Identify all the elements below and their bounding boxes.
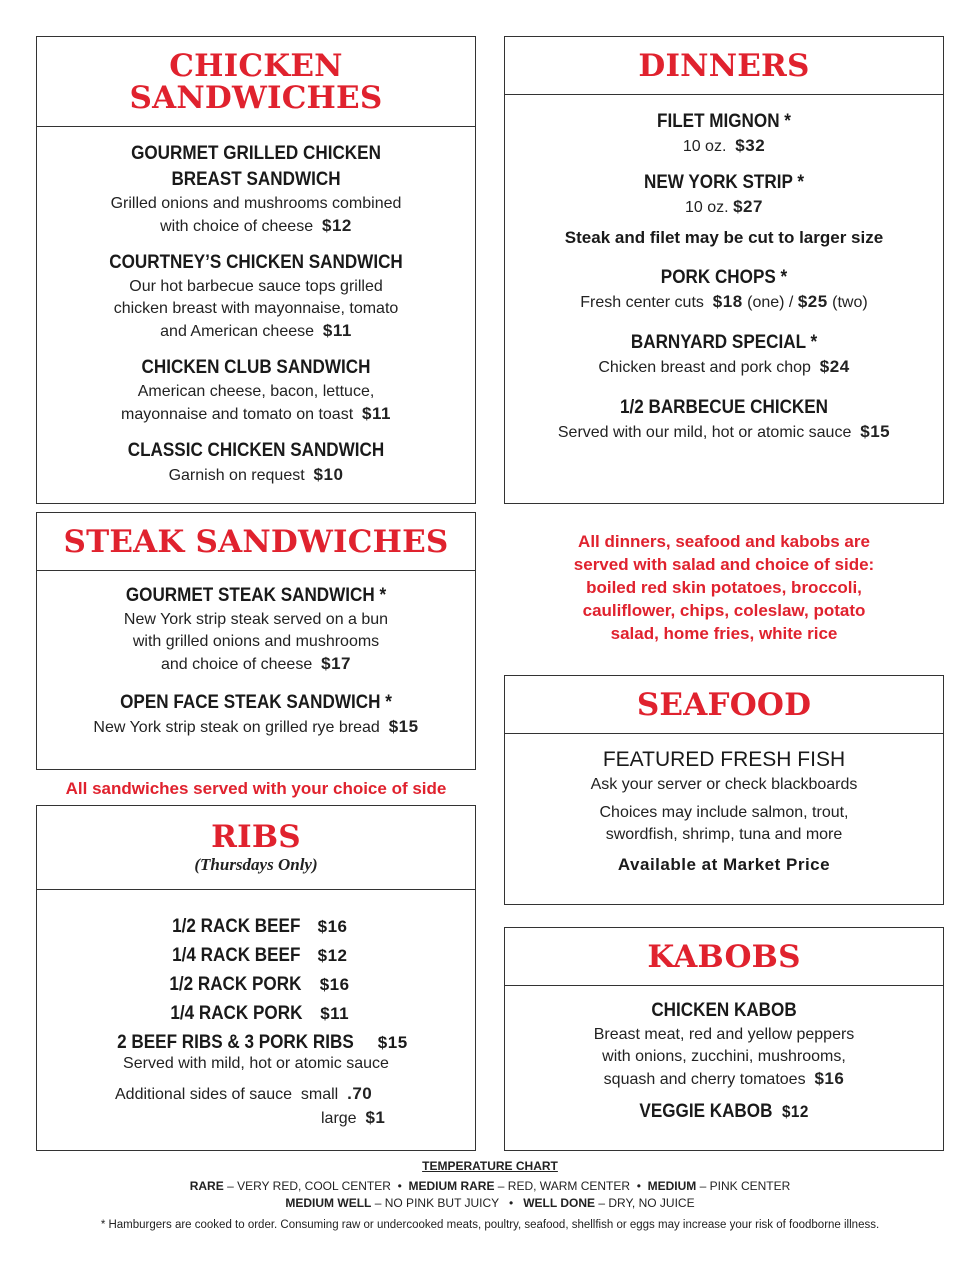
menu-item <box>37 250 475 343</box>
sides-line: salad, home fries, white rice <box>610 624 838 643</box>
item-description: Chicken breast and pork chop <box>598 359 811 376</box>
item-name: CHICKEN CLUB SANDWICH <box>141 357 371 378</box>
dinners-header <box>505 37 943 95</box>
item-description: Breast meat, red and yellow peppers <box>593 1026 855 1043</box>
item-description: chicken breast with mayonnaise, tomato <box>113 300 399 317</box>
item-name: 2 BEEF RIBS & 3 PORK RIBS <box>117 1032 355 1053</box>
item-description: New York strip steak served on a bun <box>123 611 389 628</box>
item-name: 1/4 RACK PORK <box>170 1003 303 1024</box>
kabobs-title: KABOBS <box>647 938 801 975</box>
dinners-section <box>504 36 944 504</box>
temperature-line-1 <box>0 1179 980 1193</box>
item-price: $24 <box>819 357 850 376</box>
menu-item <box>37 141 475 238</box>
item-description: Grilled onions and mushrooms combined <box>110 195 402 212</box>
temp-rare-desc: – VERY RED, COOL CENTER <box>227 1179 391 1193</box>
chicken-title-line1: CHICKEN <box>169 47 343 84</box>
menu-item <box>505 265 943 314</box>
menu-item <box>37 438 475 487</box>
menu-item <box>505 170 943 219</box>
item-price: $25 <box>797 292 828 311</box>
item-name: NEW YORK STRIP * <box>644 172 804 193</box>
large-price: $1 <box>365 1108 386 1127</box>
kabobs-header <box>505 928 943 986</box>
item-price: $11 <box>322 321 352 340</box>
item-name: GOURMET STEAK SANDWICH * <box>125 585 387 606</box>
item-description: Garnish on request <box>168 467 305 484</box>
chicken-sandwiches-header <box>37 37 475 127</box>
item-description: Fresh center cuts <box>580 294 704 311</box>
item-description: and American cheese <box>160 323 315 340</box>
item-price: $12 <box>781 1102 809 1121</box>
menu-item <box>37 690 475 739</box>
menu-item <box>505 395 943 444</box>
item-description: mayonnaise and tomato on toast <box>121 406 354 423</box>
menu-item <box>505 330 943 379</box>
small-price: .70 <box>347 1084 373 1103</box>
dinners-title: DINNERS <box>638 47 810 84</box>
item-name: 1/2 BARBECUE CHICKEN <box>619 397 829 418</box>
small-label: small <box>300 1086 339 1103</box>
steak-title: STEAK SANDWICHES <box>63 523 449 560</box>
item-price: $11 <box>362 404 391 423</box>
item-description: and choice of cheese <box>161 656 313 673</box>
temp-medium-well: MEDIUM WELL <box>285 1196 372 1210</box>
choices-line: swordfish, shrimp, tuna and more <box>605 826 843 843</box>
sides-line: cauliflower, chips, coleslaw, potato <box>582 601 866 620</box>
large-label: large <box>321 1110 357 1127</box>
item-price: $27 <box>733 197 763 216</box>
menu-item <box>505 109 943 158</box>
rib-item <box>37 970 475 999</box>
item-description: Our hot barbecue sauce tops grilled <box>129 278 383 295</box>
food-safety-disclaimer: * Hamburgers are cooked to order. Consuming raw or undercooked meats, poultry, seafood, shellfish or eggs may increase your risk of foodborne illness. <box>100 1219 880 1231</box>
item-description: New York strip steak on grilled rye bread <box>93 719 380 736</box>
cut-note: Steak and filet may be cut to larger size <box>564 228 884 247</box>
item-name: VEGGIE KABOB <box>639 1101 773 1122</box>
temp-medium-well-desc: – NO PINK BUT JUICY <box>374 1196 499 1210</box>
item-description: 10 oz. <box>685 199 729 216</box>
item-name: CHICKEN KABOB <box>651 1000 797 1021</box>
ribs-subtitle: (Thursdays Only) <box>194 854 318 874</box>
sauce-note: Served with mild, hot or atomic sauce <box>123 1055 389 1072</box>
rib-item <box>37 912 475 941</box>
kabobs-section <box>504 927 944 1151</box>
temp-medium-rare: MEDIUM RARE <box>408 1179 495 1193</box>
menu-item <box>37 355 475 426</box>
choices-line: Choices may include salmon, trout, <box>599 804 849 821</box>
temp-well-done: WELL DONE <box>523 1196 595 1210</box>
item-description: squash and cherry tomatoes <box>603 1071 806 1088</box>
bullet-separator: • <box>509 1196 514 1210</box>
sides-line: boiled red skin potatoes, broccoli, <box>586 578 862 597</box>
temperature-line-2 <box>0 1196 980 1210</box>
bullet-separator: • <box>636 1179 641 1193</box>
extra-sauce-label: Additional sides of sauce <box>115 1086 292 1103</box>
item-price: $15 <box>377 1033 408 1052</box>
item-price: $16 <box>319 975 350 994</box>
seafood-title: SEAFOOD <box>636 686 812 723</box>
item-description: (one) / <box>747 294 794 311</box>
item-name: BARNYARD SPECIAL * <box>630 332 818 353</box>
item-name: OPEN FACE STEAK SANDWICH * <box>120 692 392 713</box>
bullet-separator: • <box>397 1179 402 1193</box>
featured-fish: FEATURED FRESH FISH <box>602 748 846 771</box>
item-price: $17 <box>321 654 351 673</box>
temp-rare: RARE <box>189 1179 224 1193</box>
item-price: $18 <box>712 292 743 311</box>
item-price: $15 <box>388 717 419 736</box>
temp-medium: MEDIUM <box>647 1179 697 1193</box>
item-name: FILET MIGNON * <box>657 111 791 132</box>
temp-medium-rare-desc: – RED, WARM CENTER <box>497 1179 631 1193</box>
item-name: 1/2 RACK PORK <box>169 974 302 995</box>
item-description: 10 oz. <box>682 138 727 155</box>
item-description: with onions, zucchini, mushrooms, <box>602 1048 846 1065</box>
ribs-header <box>37 806 475 890</box>
item-name: COURTNEY’S CHICKEN SANDWICH <box>109 252 403 273</box>
sides-line: All dinners, seafood and kabobs are <box>578 532 870 551</box>
market-price-note: Available at Market Price <box>617 855 831 874</box>
item-description: with choice of cheese <box>160 218 314 235</box>
chicken-title-line2: SANDWICHES <box>129 79 383 116</box>
rib-item <box>37 999 475 1028</box>
seafood-header <box>505 676 943 734</box>
item-description: Served with our mild, hot or atomic sauce <box>557 424 852 441</box>
item-description: American cheese, bacon, lettuce, <box>137 383 375 400</box>
item-price: $16 <box>317 917 348 936</box>
item-price: $12 <box>317 946 348 965</box>
ribs-title: RIBS <box>211 818 301 855</box>
rib-item <box>37 941 475 970</box>
item-price: $16 <box>814 1069 845 1088</box>
temp-medium-desc: – PINK CENTER <box>699 1179 791 1193</box>
dinner-sides-note <box>504 530 944 645</box>
chicken-sandwiches-section <box>36 36 476 504</box>
seafood-section <box>504 675 944 905</box>
steak-sandwiches-section <box>36 512 476 770</box>
ask-server-note: Ask your server or check blackboards <box>590 776 858 793</box>
item-description: (two) <box>832 294 868 311</box>
item-name: PORK CHOPS * <box>660 267 788 288</box>
item-name: 1/2 RACK BEEF <box>171 916 300 937</box>
item-price: $32 <box>735 136 766 155</box>
sandwich-side-note: All sandwiches served with your choice of side <box>65 779 447 798</box>
steak-sandwiches-header <box>37 513 475 571</box>
item-name: BREAST SANDWICH <box>171 169 341 190</box>
item-name: 1/4 RACK BEEF <box>171 945 300 966</box>
item-price: $10 <box>313 465 344 484</box>
item-price: $15 <box>860 422 891 441</box>
temperature-chart-heading <box>0 1159 980 1173</box>
item-name: GOURMET GRILLED CHICKEN <box>131 143 381 164</box>
item-description: with grilled onions and mushrooms <box>132 633 380 650</box>
item-price: $11 <box>320 1004 350 1023</box>
sides-line: served with salad and choice of side: <box>573 555 875 574</box>
temp-well-done-desc: – DRY, NO JUICE <box>598 1196 695 1210</box>
menu-item <box>505 998 943 1091</box>
item-name: CLASSIC CHICKEN SANDWICH <box>127 440 385 461</box>
temperature-heading-text: TEMPERATURE CHART <box>422 1159 558 1173</box>
menu-item <box>37 583 475 676</box>
ribs-section <box>36 805 476 1151</box>
menu-item <box>505 1099 943 1125</box>
item-price: $12 <box>322 216 352 235</box>
